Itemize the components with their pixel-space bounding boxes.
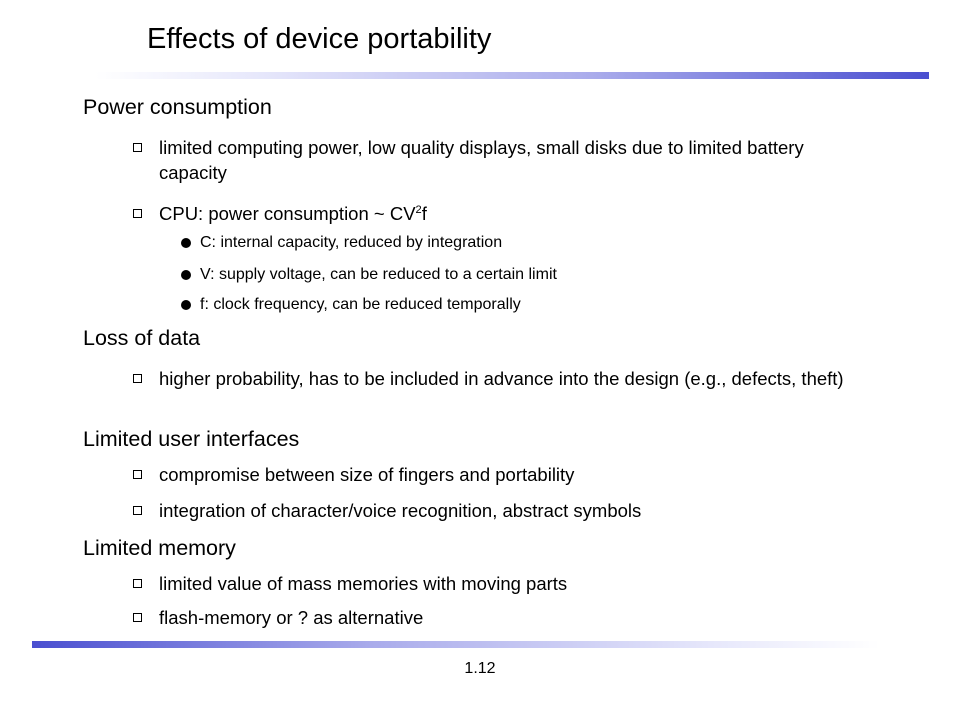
bullet-text: higher probability, has to be included in advance into the design (e.g., defects, theft) bbox=[159, 368, 844, 389]
square-bullet-icon bbox=[133, 143, 142, 152]
round-bullet-icon bbox=[181, 238, 191, 248]
title-underline-rule bbox=[95, 72, 929, 79]
square-bullet-icon bbox=[133, 209, 142, 218]
sub-bullet-text: V: supply voltage, can be reduced to a certain limit bbox=[200, 266, 557, 283]
square-bullet-icon bbox=[133, 470, 142, 479]
square-bullet-icon bbox=[133, 374, 142, 383]
bullet-fingers-portability bbox=[133, 462, 849, 487]
bullet-text: compromise between size of fingers and portability bbox=[159, 464, 575, 485]
square-bullet-icon bbox=[133, 506, 142, 515]
slide-title: Effects of device portability bbox=[147, 23, 492, 55]
bullet-text: limited computing power, low quality displays, small disks due to limited battery capacity bbox=[159, 137, 804, 183]
bullet-higher-probability bbox=[133, 366, 849, 391]
sub-bullet-text: C: internal capacity, reduced by integration bbox=[200, 234, 503, 251]
bullet-mass-memories bbox=[133, 571, 849, 596]
bullet-text: integration of character/voice recognition, abstract symbols bbox=[159, 500, 642, 521]
heading-limited-user-interfaces: Limited user interfaces bbox=[83, 427, 300, 451]
formula-text: CPU: power consumption ~ CV bbox=[159, 203, 416, 224]
footer-rule bbox=[32, 641, 880, 648]
sub-bullet-capacity bbox=[181, 232, 502, 254]
sub-bullet-text: f: clock frequency, can be reduced temporally bbox=[200, 296, 521, 313]
bullet-flash-memory bbox=[133, 605, 849, 630]
heading-power-consumption: Power consumption bbox=[83, 95, 272, 119]
square-bullet-icon bbox=[133, 613, 142, 622]
square-bullet-icon bbox=[133, 579, 142, 588]
bullet-text: flash-memory or ? as alternative bbox=[159, 607, 424, 628]
heading-limited-memory: Limited memory bbox=[83, 536, 236, 560]
formula-suffix: f bbox=[421, 203, 427, 224]
bullet-text: limited value of mass memories with moving parts bbox=[159, 573, 568, 594]
heading-loss-of-data: Loss of data bbox=[83, 326, 201, 350]
sub-bullet-frequency bbox=[181, 294, 521, 316]
round-bullet-icon bbox=[181, 300, 191, 310]
bullet-recognition-symbols bbox=[133, 498, 849, 523]
formula-exponent: 2 bbox=[415, 203, 422, 216]
bullet-cpu-power-formula bbox=[133, 201, 849, 226]
sub-bullet-voltage bbox=[181, 264, 557, 286]
round-bullet-icon bbox=[181, 270, 191, 280]
slide-number: 1.12 bbox=[464, 660, 496, 677]
bullet-text bbox=[159, 201, 849, 226]
bullet-limited-computing-power bbox=[133, 135, 849, 185]
